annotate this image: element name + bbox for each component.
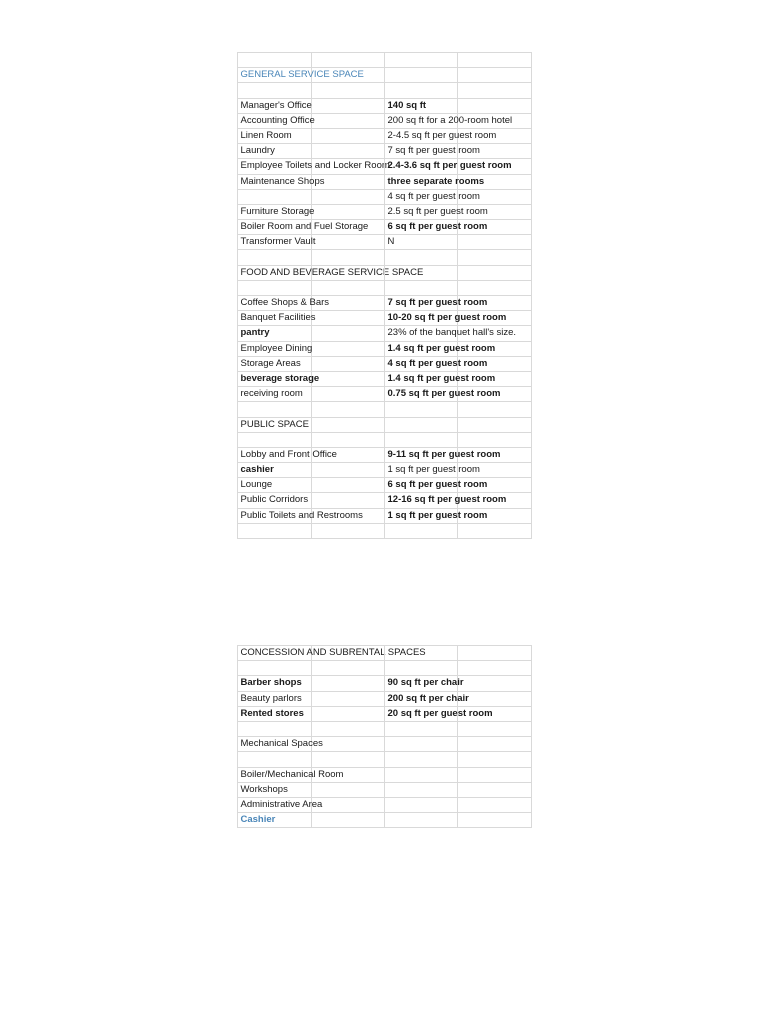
table-cell[interactable] [385, 463, 480, 478]
table-cell[interactable] [385, 478, 488, 493]
table-row [238, 326, 532, 341]
table-cell[interactable] [458, 53, 532, 68]
table-cell[interactable] [385, 326, 517, 341]
table-cell[interactable] [312, 813, 385, 828]
table-cell[interactable] [312, 692, 385, 707]
space-label: Linen Room [240, 129, 292, 141]
table-cell[interactable] [238, 281, 312, 296]
space-requirement: 1 sq ft per guest room [387, 509, 488, 521]
space-requirement: 2.5 sq ft per guest room [387, 205, 488, 217]
table-row [238, 463, 532, 478]
table-row [238, 448, 532, 463]
table-cell[interactable] [312, 266, 385, 281]
table-row [238, 83, 532, 98]
table-row [238, 524, 532, 539]
space-requirement: 4 sq ft per guest room [387, 357, 488, 369]
table-cell[interactable] [458, 266, 532, 281]
table-row [238, 250, 532, 265]
table-cell[interactable] [238, 418, 312, 433]
space-label: Administrative Area [240, 798, 323, 810]
space-label: Mechanical Spaces [240, 738, 323, 750]
space-label: Employee Dining [240, 342, 313, 354]
table-cell[interactable] [238, 676, 312, 691]
table-row [238, 433, 532, 448]
table-row [238, 752, 532, 767]
table-cell[interactable] [238, 205, 315, 220]
table-cell[interactable] [385, 83, 458, 98]
table-cell[interactable] [458, 798, 532, 813]
table-cell[interactable] [385, 813, 458, 828]
table-row [238, 493, 532, 508]
table-cell[interactable] [312, 372, 385, 387]
table-cell[interactable] [385, 448, 501, 463]
table-cell[interactable] [312, 250, 385, 265]
space-requirement: 4 sq ft per guest room [387, 190, 480, 202]
space-requirement: three separate rooms [387, 175, 485, 187]
space-label: FOOD AND BEVERAGE SERVICE SPACE [240, 266, 424, 278]
table-cell[interactable] [385, 783, 458, 798]
table-cell[interactable] [312, 99, 385, 114]
space-label: PUBLIC SPACE [240, 418, 309, 430]
table-cell[interactable] [385, 722, 458, 737]
table-cell[interactable] [385, 190, 480, 205]
table-cell[interactable] [238, 144, 312, 159]
table-cell[interactable] [458, 114, 532, 129]
table-cell[interactable] [385, 175, 485, 190]
table-row [238, 798, 532, 813]
table-cell[interactable] [458, 372, 532, 387]
table-cell[interactable] [312, 220, 385, 235]
table-row [238, 478, 532, 493]
table-cell[interactable] [312, 737, 385, 752]
table-row [238, 99, 532, 114]
space-requirement: 2.4-3.6 sq ft per guest room [387, 160, 512, 172]
table-cell[interactable] [312, 357, 385, 372]
table-cell[interactable] [238, 783, 312, 798]
table-cell[interactable] [238, 372, 320, 387]
table-cell[interactable] [458, 722, 532, 737]
table-cell[interactable] [312, 296, 385, 311]
space-requirement: 140 sq ft [387, 99, 427, 111]
table-cell[interactable] [385, 250, 458, 265]
table-row [238, 68, 532, 83]
table-row [238, 661, 532, 676]
table-cell[interactable] [312, 281, 385, 296]
space-requirement: 10-20 sq ft per guest room [387, 312, 507, 324]
table-cell[interactable] [458, 235, 532, 250]
table-cell[interactable] [312, 114, 385, 129]
table-cell[interactable] [238, 478, 312, 493]
table-cell[interactable] [312, 83, 385, 98]
table-cell[interactable] [238, 266, 424, 281]
table-cell[interactable] [385, 372, 496, 387]
table-row [238, 813, 532, 828]
table-cell[interactable] [385, 342, 496, 357]
table-cell[interactable] [238, 53, 312, 68]
table-cell[interactable] [385, 144, 480, 159]
table-cell[interactable] [238, 250, 312, 265]
space-requirement: 1.4 sq ft per guest room [387, 372, 496, 384]
table-cell[interactable] [458, 357, 532, 372]
space-label: Storage Areas [240, 357, 301, 369]
table-row [238, 205, 532, 220]
table-cell[interactable] [385, 235, 458, 250]
table-cell[interactable] [312, 190, 385, 205]
space-requirement: 20 sq ft per guest room [387, 707, 493, 719]
table-cell[interactable] [458, 326, 532, 341]
table-row [238, 646, 532, 661]
table-row [238, 737, 532, 752]
table-cell[interactable] [458, 768, 532, 783]
table-cell[interactable] [458, 220, 532, 235]
table-cell[interactable] [458, 524, 532, 539]
table-cell[interactable] [385, 646, 458, 661]
table-cell[interactable] [238, 311, 316, 326]
table-cell[interactable] [385, 524, 458, 539]
table-cell[interactable] [312, 175, 385, 190]
table-cell[interactable] [458, 311, 532, 326]
space-requirement: 200 sq ft per chair [387, 692, 469, 704]
space-label: Public Toilets and Restrooms [240, 509, 363, 521]
table-cell[interactable] [385, 692, 469, 707]
space-requirement: 1 sq ft per guest room [387, 464, 480, 476]
table-cell[interactable] [312, 722, 385, 737]
table-cell[interactable] [458, 83, 532, 98]
table-cell[interactable] [238, 463, 312, 478]
table-cell[interactable] [458, 250, 532, 265]
table-cell[interactable] [458, 159, 532, 174]
table-cell[interactable] [385, 433, 458, 448]
table-cell[interactable] [458, 281, 532, 296]
table-cell[interactable] [238, 402, 312, 417]
space-requirement: 200 sq ft for a 200-room hotel [387, 114, 513, 126]
table-cell[interactable] [238, 448, 337, 463]
space-label: Barber shops [240, 677, 302, 689]
table-cell[interactable] [312, 646, 385, 661]
table-cell[interactable] [385, 53, 458, 68]
table-cell[interactable] [238, 752, 312, 767]
space-label: Workshops [240, 783, 288, 795]
table-row [238, 509, 532, 524]
table-cell[interactable] [312, 53, 385, 68]
space-requirement: 0.75 sq ft per guest room [387, 388, 501, 400]
table-cell[interactable] [238, 737, 323, 752]
table-cell[interactable] [458, 418, 532, 433]
table-cell[interactable] [385, 311, 507, 326]
space-label: GENERAL SERVICE SPACE [240, 69, 364, 81]
table-cell[interactable] [458, 296, 532, 311]
table-cell[interactable] [312, 509, 385, 524]
table-row [238, 402, 532, 417]
space-requirement: 1.4 sq ft per guest room [387, 342, 496, 354]
table-row [238, 707, 532, 722]
table-cell[interactable] [238, 235, 316, 250]
table-cell[interactable] [458, 190, 532, 205]
table-cell[interactable] [238, 357, 312, 372]
space-label: Banquet Facilities [240, 312, 316, 324]
space-requirement: 7 sq ft per guest room [387, 145, 480, 157]
table-cell[interactable] [312, 478, 385, 493]
table-row [238, 235, 532, 250]
space-label: Boiler Room and Fuel Storage [240, 221, 369, 233]
space-label: CONCESSION AND SUBRENTAL SPACES [240, 647, 426, 658]
table-row [238, 266, 532, 281]
table-cell[interactable] [458, 463, 532, 478]
table-cell[interactable] [385, 266, 458, 281]
table-row [238, 783, 532, 798]
table-cell[interactable] [312, 387, 385, 402]
space-label: Boiler/Mechanical Room [240, 768, 344, 780]
space-requirement: 6 sq ft per guest room [387, 479, 488, 491]
table-cell[interactable] [458, 737, 532, 752]
table-row [238, 357, 532, 372]
table-cell[interactable] [238, 220, 369, 235]
space-table-general [237, 52, 532, 539]
table-cell[interactable] [238, 190, 312, 205]
table-row [238, 144, 532, 159]
table-cell[interactable] [238, 83, 312, 98]
space-label: Accounting Office [240, 114, 315, 126]
table-cell[interactable] [385, 509, 488, 524]
space-label: Manager's Office [240, 99, 312, 111]
table-cell[interactable] [385, 99, 458, 114]
space-table-concession [237, 645, 532, 828]
space-label: Lobby and Front Office [240, 448, 337, 460]
table-cell[interactable] [312, 752, 385, 767]
table-row [238, 190, 532, 205]
table-cell[interactable] [385, 798, 458, 813]
space-requirement: 12-16 sq ft per guest room [387, 494, 507, 506]
space-label: Maintenance Shops [240, 175, 325, 187]
table-cell[interactable] [238, 646, 426, 661]
table-cell[interactable] [385, 281, 458, 296]
table-row [238, 175, 532, 190]
table-row [238, 311, 532, 326]
table-cell[interactable] [458, 387, 532, 402]
table-row [238, 387, 532, 402]
table-cell[interactable] [238, 296, 330, 311]
table-cell[interactable] [312, 68, 385, 83]
table-cell[interactable] [385, 707, 493, 722]
table-row [238, 418, 532, 433]
table-cell[interactable] [385, 220, 488, 235]
table-cell[interactable] [238, 813, 312, 828]
table-cell[interactable] [312, 493, 385, 508]
table-cell[interactable] [385, 68, 458, 83]
table-row [238, 768, 532, 783]
table-cell[interactable] [458, 509, 532, 524]
table-cell[interactable] [385, 205, 488, 220]
table-cell[interactable] [458, 676, 532, 691]
table-cell[interactable] [458, 144, 532, 159]
table-row [238, 676, 532, 691]
space-label: Public Corridors [240, 494, 309, 506]
space-label: Employee Toilets and Locker Room [240, 160, 390, 172]
table-cell[interactable] [385, 418, 458, 433]
space-requirement: 9-11 sq ft per guest room [387, 448, 501, 460]
table-cell[interactable] [238, 159, 390, 174]
table-cell[interactable] [458, 646, 532, 661]
table-cell[interactable] [458, 783, 532, 798]
space-label: Lounge [240, 479, 273, 491]
table-row [238, 114, 532, 129]
space-requirement: N [387, 236, 395, 248]
table-cell[interactable] [238, 326, 312, 341]
table-cell[interactable] [458, 342, 532, 357]
space-requirement: 90 sq ft per chair [387, 677, 464, 689]
table-cell[interactable] [385, 114, 513, 129]
table-row [238, 692, 532, 707]
space-label: pantry [240, 327, 270, 339]
table-cell[interactable] [312, 235, 385, 250]
space-label: Rented stores [240, 707, 304, 719]
space-requirement: 6 sq ft per guest room [387, 221, 488, 233]
table-cell[interactable] [385, 752, 458, 767]
table-cell[interactable] [458, 129, 532, 144]
table-cell[interactable] [312, 159, 385, 174]
space-label: Laundry [240, 145, 275, 157]
table-cell[interactable] [312, 311, 385, 326]
table-cell[interactable] [385, 402, 458, 417]
table-cell[interactable] [385, 296, 488, 311]
table-cell[interactable] [458, 752, 532, 767]
table-cell[interactable] [458, 707, 532, 722]
table-row [238, 722, 532, 737]
table-row [238, 281, 532, 296]
table-cell[interactable] [458, 402, 532, 417]
table-cell[interactable] [238, 129, 312, 144]
table-cell[interactable] [238, 387, 312, 402]
table-cell[interactable] [238, 798, 323, 813]
table-cell[interactable] [458, 99, 532, 114]
table-cell[interactable] [312, 463, 385, 478]
table-cell[interactable] [458, 448, 532, 463]
table-cell[interactable] [238, 342, 312, 357]
space-requirement: 2-4.5 sq ft per guest room [387, 129, 497, 141]
space-label: Cashier [240, 814, 276, 826]
table-row [238, 342, 532, 357]
table-cell[interactable] [458, 433, 532, 448]
table-cell[interactable] [312, 342, 385, 357]
table-cell[interactable] [238, 99, 312, 114]
table-cell[interactable] [238, 493, 312, 508]
table-cell[interactable] [312, 783, 385, 798]
table-row [238, 296, 532, 311]
table-cell[interactable] [238, 722, 312, 737]
table-cell[interactable] [458, 692, 532, 707]
table-cell[interactable] [385, 159, 512, 174]
table-cell[interactable] [238, 768, 344, 783]
table-cell[interactable] [385, 676, 464, 691]
table-cell[interactable] [238, 707, 312, 722]
table-cell[interactable] [238, 692, 312, 707]
table-cell[interactable] [458, 813, 532, 828]
table-cell[interactable] [385, 387, 501, 402]
space-requirement: 23% of the banquet hall's size. [387, 327, 517, 339]
table-cell[interactable] [238, 175, 325, 190]
table-cell[interactable] [238, 509, 363, 524]
table-row [238, 220, 532, 235]
table-cell[interactable] [312, 402, 385, 417]
space-label: cashier [240, 464, 274, 476]
table-cell[interactable] [238, 524, 312, 539]
table-cell[interactable] [312, 129, 385, 144]
table-cell[interactable] [385, 357, 488, 372]
space-requirement: 7 sq ft per guest room [387, 297, 488, 308]
space-label: Furniture Storage [240, 205, 315, 217]
table-cell[interactable] [458, 478, 532, 493]
table-cell[interactable] [312, 448, 385, 463]
table-cell[interactable] [385, 661, 458, 676]
table-cell[interactable] [312, 144, 385, 159]
table-cell[interactable] [458, 205, 532, 220]
table-cell[interactable] [458, 493, 532, 508]
table-cell[interactable] [238, 68, 364, 83]
table-cell[interactable] [312, 798, 385, 813]
table-cell[interactable] [238, 661, 312, 676]
space-label: Coffee Shops & Bars [240, 297, 330, 308]
table-cell[interactable] [385, 493, 507, 508]
table-cell[interactable] [238, 433, 312, 448]
table-cell[interactable] [312, 676, 385, 691]
space-label: Beauty parlors [240, 692, 302, 704]
table-cell[interactable] [312, 707, 385, 722]
table-cell[interactable] [312, 418, 385, 433]
table-cell[interactable] [312, 205, 385, 220]
space-label: Transformer Vault [240, 236, 316, 248]
table-cell[interactable] [238, 114, 315, 129]
table-cell[interactable] [312, 768, 385, 783]
space-label: beverage storage [240, 372, 320, 384]
table-cell[interactable] [312, 433, 385, 448]
table-cell[interactable] [385, 129, 497, 144]
table-cell[interactable] [385, 737, 458, 752]
table-cell[interactable] [458, 661, 532, 676]
table-cell[interactable] [312, 661, 385, 676]
table-cell[interactable] [458, 68, 532, 83]
table-cell[interactable] [458, 175, 532, 190]
table-row [238, 129, 532, 144]
table-row [238, 372, 532, 387]
table-cell[interactable] [312, 326, 385, 341]
table-row [238, 53, 532, 68]
table-row [238, 159, 532, 174]
table-cell[interactable] [385, 768, 458, 783]
space-label: receiving room [240, 388, 303, 400]
table-cell[interactable] [312, 524, 385, 539]
